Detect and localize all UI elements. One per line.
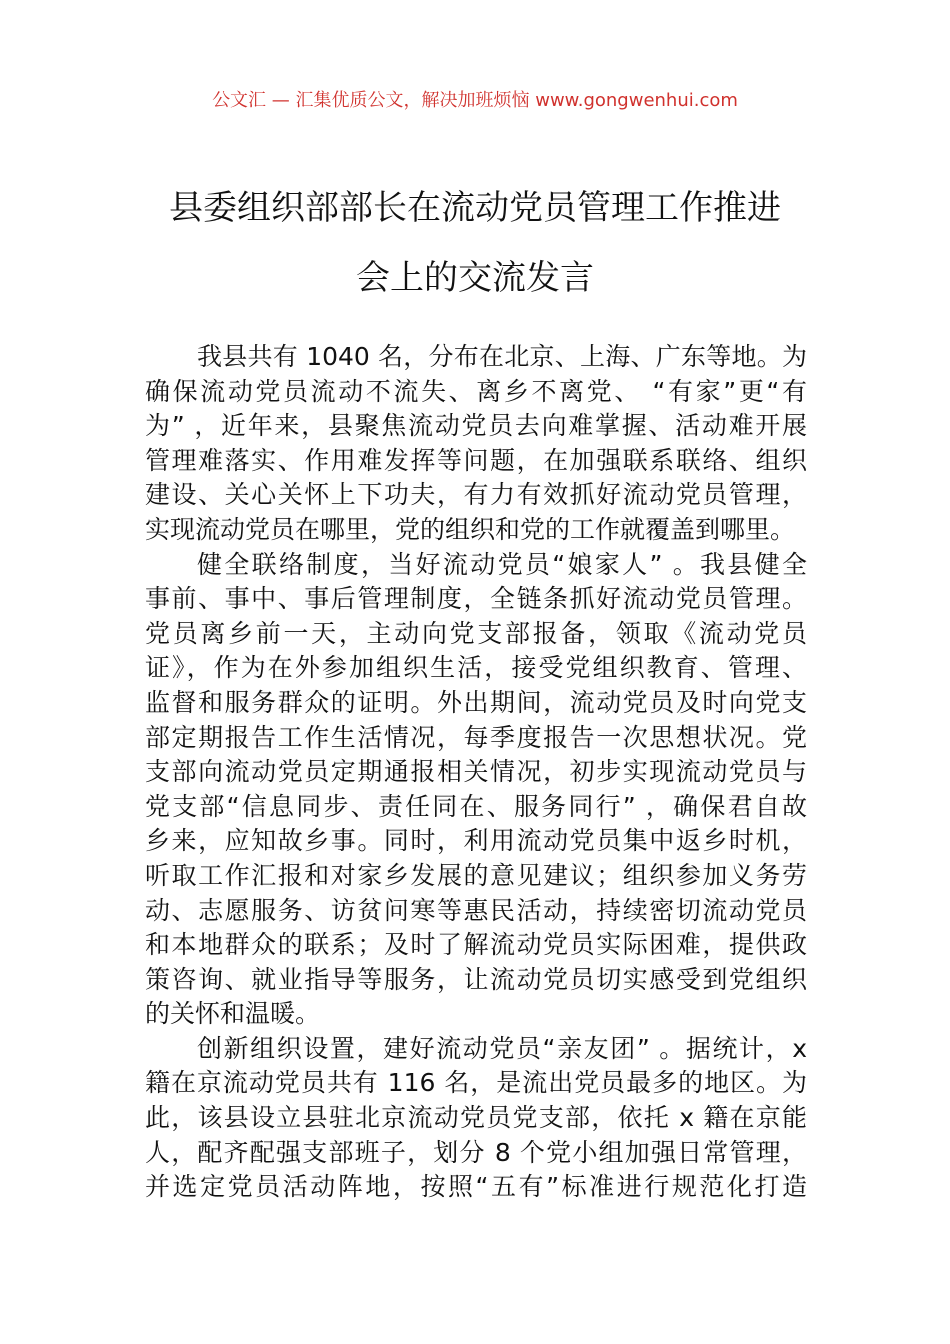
paragraph-line: 动、志愿服务、访贫问寒等惠民活动，持续密切流动党员 (145, 895, 807, 925)
paragraph-line: 为” ，近年来，县聚焦流动党员去向难掌握、活动难开展 (145, 411, 807, 441)
document-title-line-1: 县委组织部部长在流动党员管理工作推进 (169, 188, 781, 228)
paragraph-line: 的关怀和温暖。 (145, 999, 321, 1029)
paragraph-line: 确保流动党员流动不流失、离乡不离党、 “有家”更“有 (145, 376, 807, 406)
paragraph-line: 党员离乡前一天，主动向党支部报备，领取《流动党员 (145, 618, 807, 648)
paragraph-line: 籍在京流动党员共有 116 名，是流出党员最多的地区。为 (145, 1068, 807, 1098)
paragraph-line: 创新组织设置，建好流动党员“亲友团” 。据统计，x (197, 1033, 807, 1063)
paragraph-line: 实现流动党员在哪里，党的组织和党的工作就覆盖到哪里。 (145, 514, 796, 544)
paragraph-line: 并选定党员活动阵地，按照“五有”标准进行规范化打造 (145, 1172, 807, 1202)
paragraph-line: 支部向流动党员定期通报相关情况，初步实现流动党员与 (145, 757, 807, 787)
paragraph-line: 乡来，应知故乡事。同时，利用流动党员集中返乡时机， (145, 826, 807, 856)
paragraph-line: 听取工作汇报和对家乡发展的意见建议；组织参加义务劳 (145, 860, 807, 890)
paragraph-line: 健全联络制度，当好流动党员“娘家人” 。我县健全 (197, 549, 807, 579)
paragraph (145, 548, 807, 1032)
paragraph-line: 此，该县设立县驻北京流动党员党支部，依托 x 籍在京能 (145, 1103, 807, 1133)
paragraph-line: 部定期报告工作生活情况，每季度报告一次思想状况。党 (145, 722, 807, 752)
document-body (145, 340, 807, 1205)
paragraph (145, 340, 807, 548)
paragraph-line: 管理难落实、作用难发挥等问题，在加强联系联络、组织 (145, 445, 807, 475)
paragraph-line: 策咨询、就业指导等服务，让流动党员切实感受到党组织 (145, 964, 807, 994)
paragraph-line: 我县共有 1040 名，分布在北京、上海、广东等地。为 (197, 342, 807, 371)
paragraph-line: 事前、事中、事后管理制度，全链条抓好流动党员管理。 (145, 584, 807, 614)
watermark-header: 公文汇 — 汇集优质公文，解决加班烦恼 www.gongwenhui.com (212, 90, 738, 111)
document-title-line-2: 会上的交流发言 (356, 258, 594, 298)
paragraph-line: 党支部“信息同步、责任同在、服务同行” ，确保君自故 (145, 791, 807, 821)
paragraph (145, 1032, 807, 1205)
paragraph-line: 和本地群众的联系；及时了解流动党员实际困难，提供政 (145, 930, 807, 960)
paragraph-line: 证》，作为在外参加组织生活，接受党组织教育、管理、 (145, 653, 807, 683)
paragraph-line: 建设、关心关怀上下功夫，有力有效抓好流动党员管理， (145, 480, 807, 510)
paragraph-line: 人，配齐配强支部班子，划分 8 个党小组加强日常管理， (145, 1137, 807, 1167)
paragraph-line: 监督和服务群众的证明。外出期间，流动党员及时向党支 (145, 687, 807, 717)
